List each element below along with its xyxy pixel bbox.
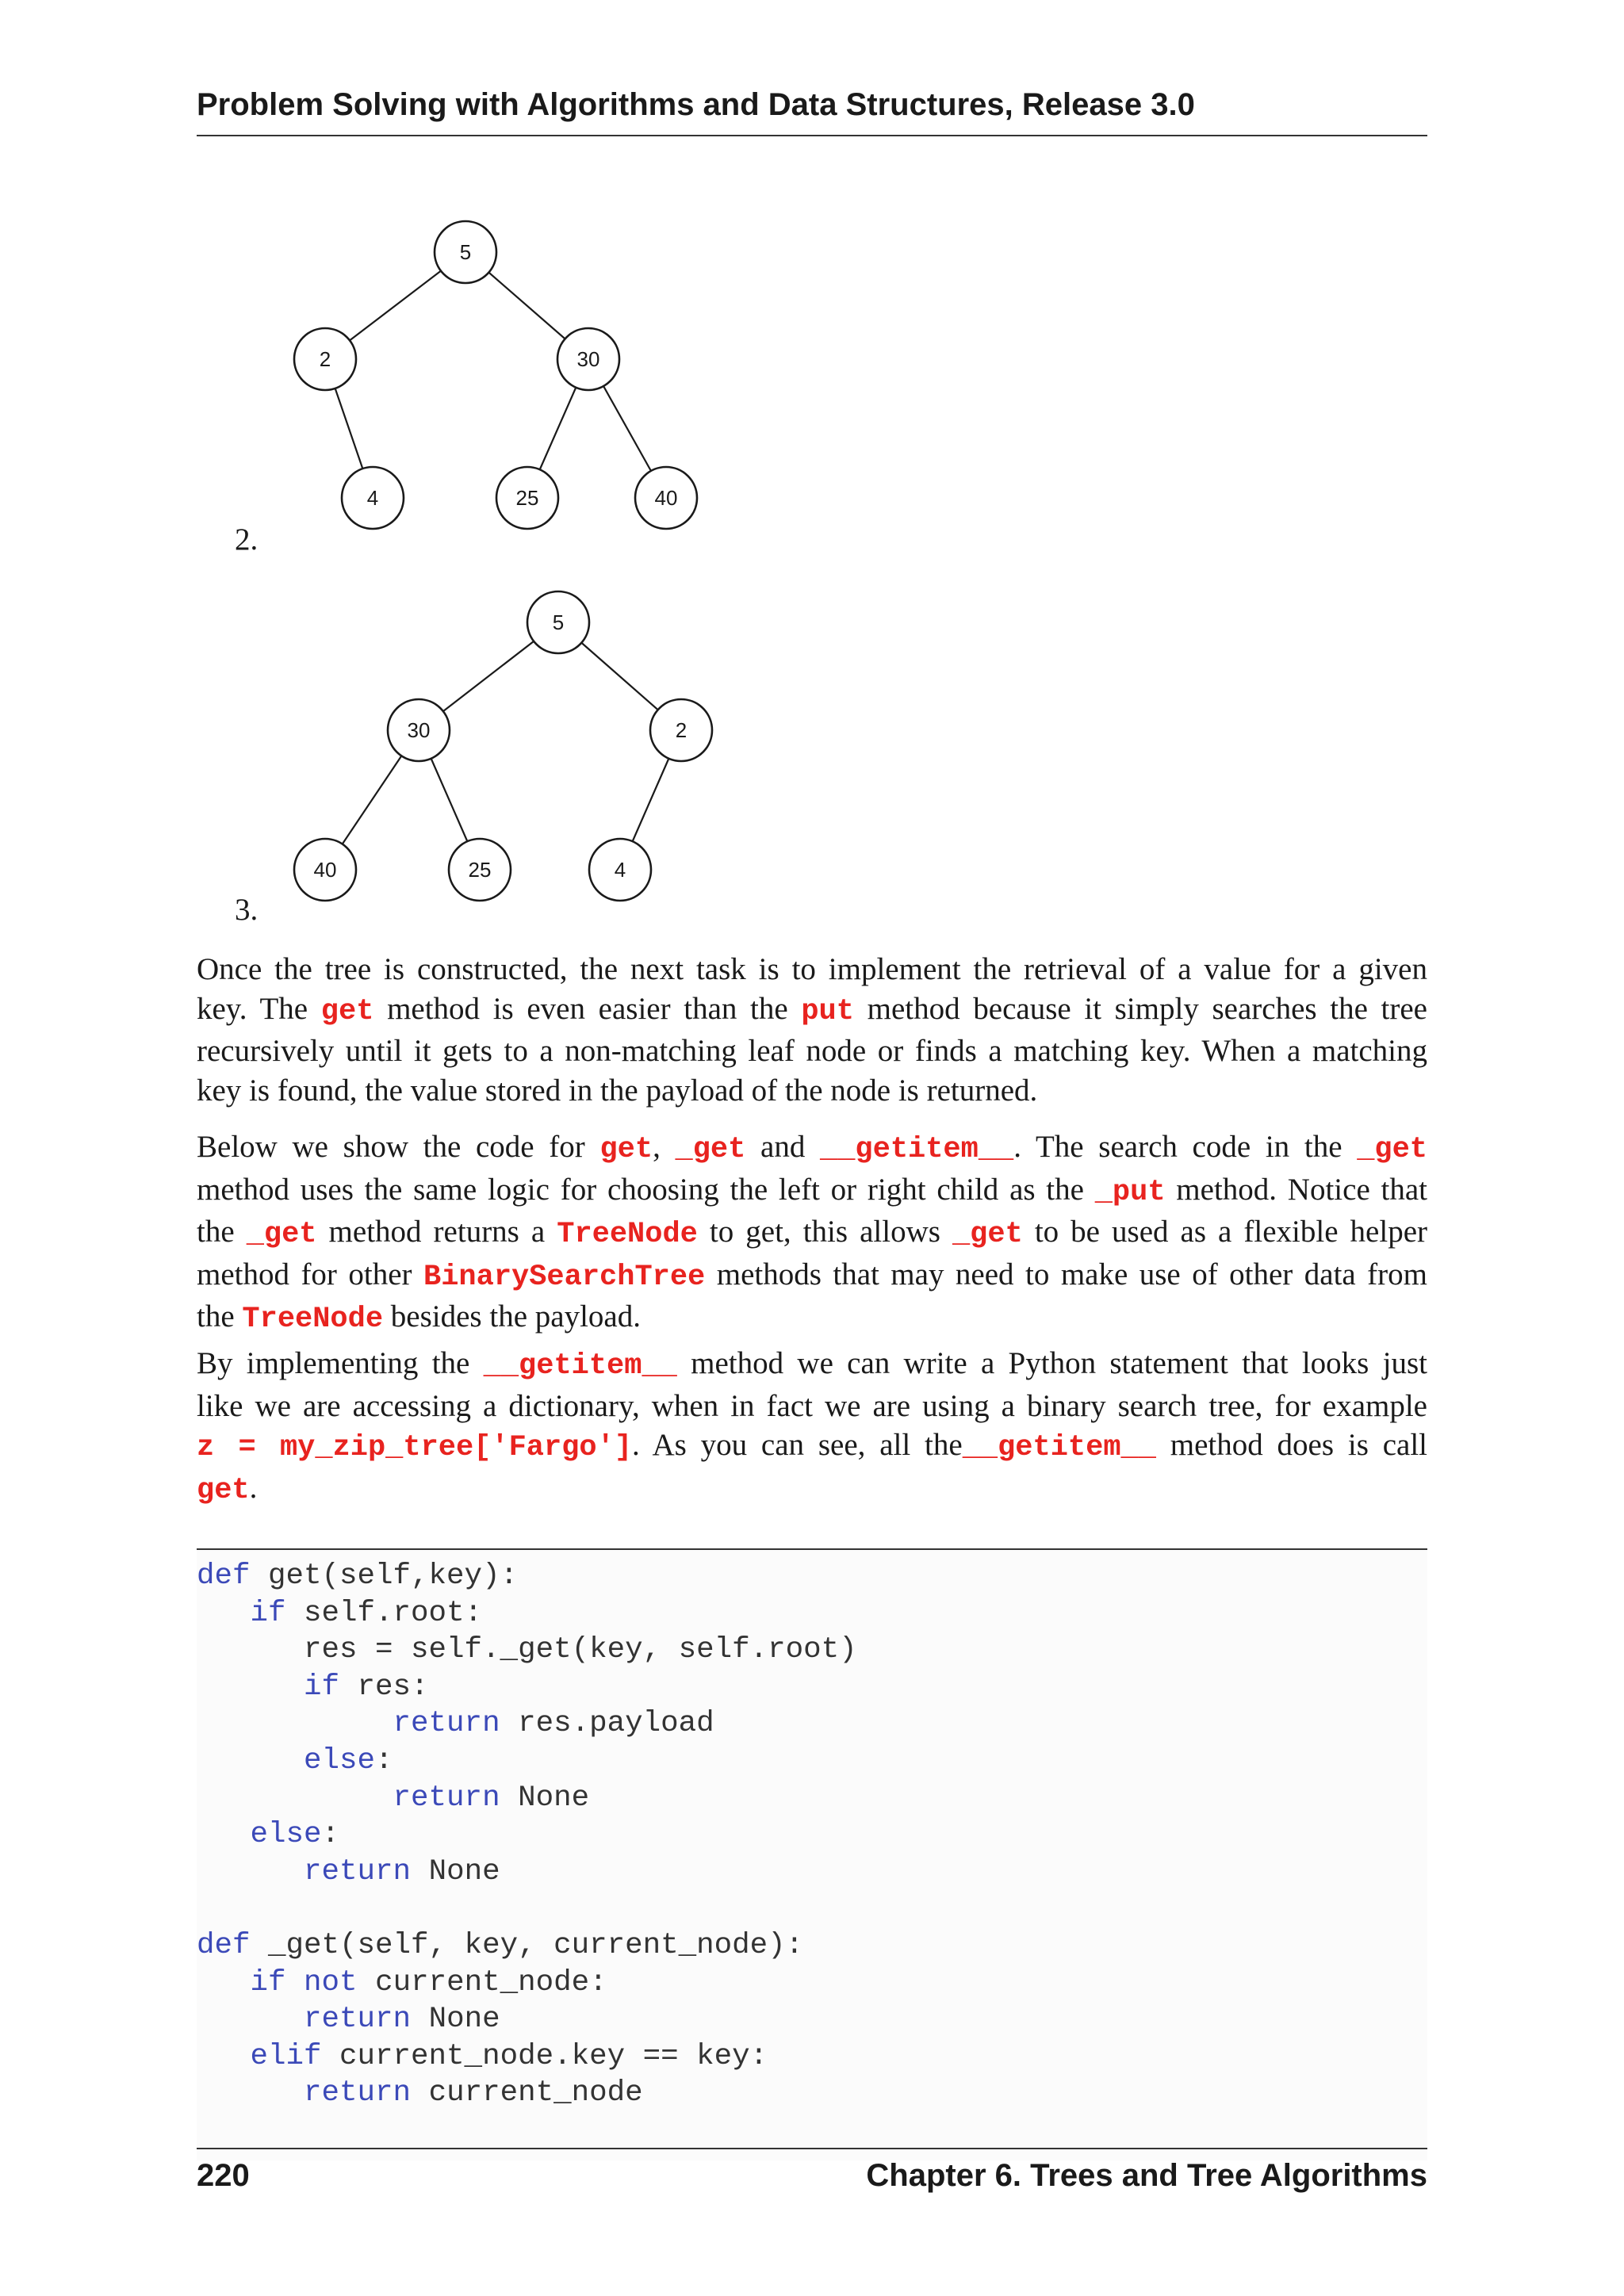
text-run: key is found, the value stored in the payload of the node is returned. bbox=[197, 1073, 1038, 1108]
svg-text:30: 30 bbox=[407, 718, 431, 742]
code-text: None bbox=[411, 1854, 500, 1888]
text-line bbox=[197, 989, 1427, 1032]
header-rule bbox=[197, 135, 1427, 136]
code-line bbox=[197, 2075, 857, 2112]
code-text: : bbox=[321, 1818, 340, 1852]
chapter-title: Chapter 6. Trees and Tree Algorithms bbox=[866, 2158, 1427, 2193]
text-run: methods that may need to make use of other data from bbox=[705, 1257, 1427, 1292]
code-line bbox=[197, 1595, 857, 1632]
text-run: method for other bbox=[197, 1257, 423, 1292]
inline-code: z = my_zip_tree['Fargo'] bbox=[197, 1431, 633, 1464]
text-run: . bbox=[249, 1470, 258, 1505]
inline-code: BinarySearchTree bbox=[423, 1260, 706, 1294]
text-run: Once the tree is constructed, the next task is to implement the retrieval of a value for a given bbox=[197, 952, 1427, 986]
tree-figure-1 bbox=[285, 214, 714, 547]
text-line bbox=[197, 1031, 1427, 1071]
text-run: . The search code in the bbox=[1013, 1130, 1358, 1164]
code-line bbox=[197, 1705, 857, 1743]
inline-code: get bbox=[197, 1473, 250, 1507]
text-run: besides the payload. bbox=[383, 1299, 641, 1334]
tree-node bbox=[294, 839, 356, 901]
text-run: the bbox=[197, 1299, 243, 1334]
code-text: current_node bbox=[411, 2076, 643, 2110]
code-line bbox=[197, 1669, 857, 1706]
inline-code: _get bbox=[952, 1218, 1023, 1251]
text-run: method we can write a Python statement that looks just bbox=[676, 1346, 1427, 1380]
inline-code: _get bbox=[246, 1218, 317, 1251]
text-run: method uses the same logic for choosing the left or right child as the bbox=[197, 1172, 1095, 1207]
tree-node bbox=[342, 467, 404, 529]
inline-code: _get bbox=[675, 1133, 746, 1166]
code-text: None bbox=[500, 1781, 590, 1815]
code-text: self.root: bbox=[285, 1596, 483, 1630]
code-text bbox=[197, 1707, 393, 1740]
code-text: current_node: bbox=[357, 1965, 607, 1999]
text-line bbox=[197, 1425, 1427, 1468]
text-line bbox=[197, 950, 1427, 989]
tree-node bbox=[294, 328, 356, 390]
code-line bbox=[197, 1816, 857, 1854]
inline-code: get bbox=[599, 1133, 653, 1166]
text-run: key. The bbox=[197, 991, 321, 1026]
text-run: the bbox=[197, 1215, 247, 1249]
code-text bbox=[286, 1966, 304, 1999]
code-line bbox=[197, 1927, 857, 1965]
text-line bbox=[197, 1387, 1427, 1426]
text-line bbox=[197, 1170, 1427, 1213]
code-keyword: return bbox=[304, 1854, 412, 1888]
text-line bbox=[197, 1468, 1427, 1511]
code-line bbox=[197, 1743, 857, 1780]
code-text: res: bbox=[339, 1670, 429, 1704]
text-run: and bbox=[745, 1130, 820, 1164]
text-run: method is even easier than the bbox=[373, 991, 802, 1026]
svg-text:5: 5 bbox=[459, 240, 472, 264]
code-text: _get(self, key, current_node): bbox=[250, 1928, 804, 1962]
paragraph-get-code bbox=[197, 1127, 1427, 1340]
svg-text:25: 25 bbox=[468, 858, 492, 882]
code-listing bbox=[197, 1558, 857, 2112]
svg-text:30: 30 bbox=[576, 347, 600, 371]
code-text: : bbox=[375, 1743, 393, 1777]
code-keyword: return bbox=[393, 1707, 500, 1741]
svg-text:5: 5 bbox=[552, 610, 565, 634]
code-keyword: return bbox=[304, 2003, 412, 2037]
svg-text:25: 25 bbox=[515, 486, 539, 510]
code-keyword: if bbox=[304, 1670, 340, 1704]
inline-code: __getitem__ bbox=[962, 1431, 1156, 1464]
svg-text:40: 40 bbox=[313, 858, 337, 882]
text-run: , bbox=[653, 1130, 676, 1164]
code-text bbox=[197, 1597, 251, 1630]
code-keyword: if bbox=[250, 1965, 286, 1999]
svg-text:2: 2 bbox=[319, 347, 331, 371]
page-number: 220 bbox=[197, 2158, 250, 2193]
code-line bbox=[197, 1890, 857, 1927]
text-run: method because it simply searches the tree bbox=[853, 991, 1427, 1026]
text-run: to be used as a flexible helper bbox=[1022, 1215, 1427, 1249]
code-text bbox=[197, 1966, 251, 1999]
tree-figure-2 bbox=[285, 584, 714, 917]
text-line bbox=[197, 1071, 1427, 1111]
text-run: method does is call bbox=[1155, 1428, 1427, 1462]
tree-node bbox=[449, 839, 511, 901]
svg-text:4: 4 bbox=[614, 858, 626, 882]
code-keyword: return bbox=[393, 1781, 500, 1815]
text-line bbox=[197, 1344, 1427, 1387]
text-run: . As you can see, all the bbox=[632, 1428, 963, 1462]
code-text bbox=[197, 2003, 304, 2036]
text-line bbox=[197, 1255, 1427, 1298]
tree-node bbox=[589, 839, 651, 901]
svg-text:4: 4 bbox=[366, 486, 379, 510]
inline-code: __getitem__ bbox=[483, 1349, 677, 1383]
running-header: Problem Solving with Algorithms and Data Structures, Release 3.0 bbox=[197, 87, 1195, 122]
code-text bbox=[197, 1818, 251, 1851]
code-line bbox=[197, 1965, 857, 2002]
code-keyword: def bbox=[197, 1928, 251, 1962]
code-text bbox=[197, 1781, 393, 1815]
code-keyword: if bbox=[250, 1596, 286, 1630]
inline-code: get bbox=[320, 994, 374, 1028]
code-keyword: return bbox=[304, 2076, 412, 2110]
code-keyword: elif bbox=[250, 2039, 322, 2073]
code-line bbox=[197, 2038, 857, 2076]
code-keyword: not bbox=[304, 1965, 358, 1999]
tree-node bbox=[527, 591, 589, 653]
inline-code: put bbox=[801, 994, 854, 1028]
inline-code: TreeNode bbox=[557, 1218, 698, 1251]
code-text: get(self,key): bbox=[250, 1559, 519, 1593]
code-text bbox=[197, 1744, 304, 1777]
list-number: 3. bbox=[235, 893, 259, 927]
inline-code: __getitem__ bbox=[820, 1133, 1014, 1166]
tree-node bbox=[557, 328, 619, 390]
text-run: By implementing the bbox=[197, 1346, 484, 1380]
tree-node bbox=[435, 221, 496, 283]
code-text: None bbox=[411, 2003, 500, 2037]
code-line bbox=[197, 1632, 857, 1669]
text-run: to get, this allows bbox=[697, 1215, 952, 1249]
code-text bbox=[197, 2076, 304, 2110]
code-text bbox=[197, 1855, 304, 1888]
text-line bbox=[197, 1212, 1427, 1255]
tree-node bbox=[496, 467, 558, 529]
tree-node bbox=[388, 699, 450, 761]
code-text bbox=[197, 2040, 251, 2073]
svg-text:40: 40 bbox=[654, 486, 678, 510]
code-text: current_node.key == key: bbox=[321, 2039, 768, 2073]
inline-code: _put bbox=[1094, 1175, 1166, 1209]
tree-node bbox=[650, 699, 712, 761]
code-keyword: def bbox=[197, 1559, 251, 1593]
inline-code: _get bbox=[1357, 1133, 1428, 1166]
code-line bbox=[197, 1780, 857, 1817]
text-run: like we are accessing a dictionary, when in fact we are using a binary search tree, for example bbox=[197, 1388, 1427, 1423]
code-text: res = self._get(key, self.root) bbox=[197, 1633, 857, 1667]
tree-node bbox=[635, 467, 697, 529]
text-run: recursively until it gets to a non-matching leaf node or finds a matching key. When a matching bbox=[197, 1034, 1427, 1068]
footer-rule bbox=[197, 2148, 1427, 2149]
code-keyword: else bbox=[250, 1818, 322, 1852]
text-run: Below we show the code for bbox=[197, 1130, 600, 1164]
text-run: method. Notice that bbox=[1165, 1172, 1427, 1207]
list-number: 2. bbox=[235, 522, 259, 557]
text-run: method returns a bbox=[316, 1215, 557, 1249]
code-line bbox=[197, 1558, 857, 1595]
text-line bbox=[197, 1297, 1427, 1340]
svg-text:2: 2 bbox=[675, 718, 688, 742]
code-line bbox=[197, 2001, 857, 2038]
inline-code: TreeNode bbox=[242, 1303, 384, 1336]
code-keyword: else bbox=[304, 1743, 376, 1777]
code-text: res.payload bbox=[500, 1707, 714, 1741]
code-text bbox=[197, 1670, 304, 1704]
paragraph-get-intro bbox=[197, 950, 1427, 1110]
paragraph-getitem bbox=[197, 1344, 1427, 1510]
text-line bbox=[197, 1127, 1427, 1170]
code-line bbox=[197, 1854, 857, 1891]
